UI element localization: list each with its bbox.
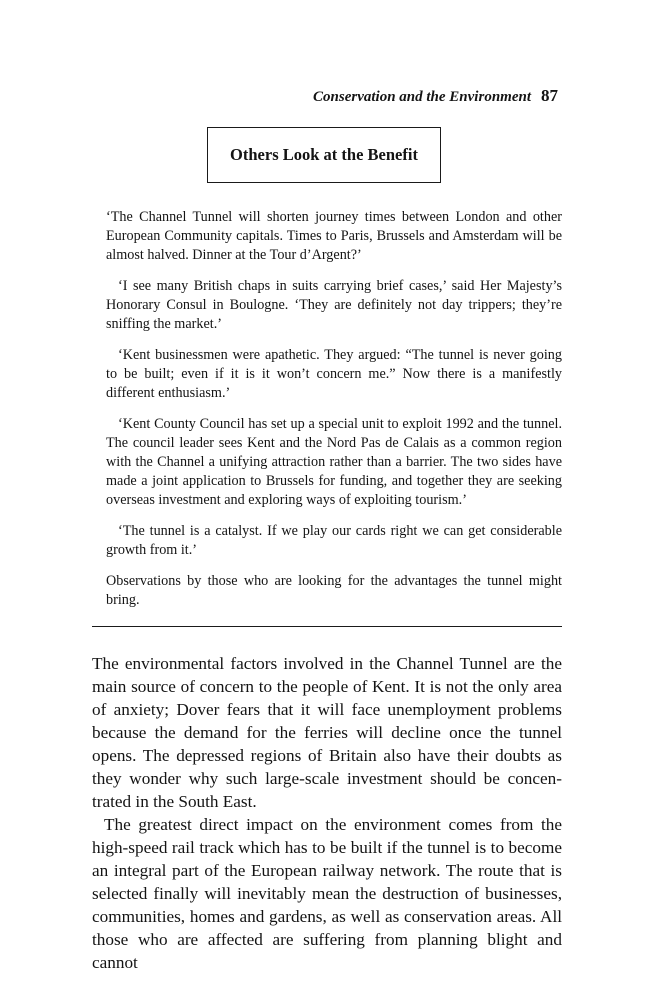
page-number: 87 <box>541 86 558 105</box>
boxed-title: Others Look at the Benefit <box>207 127 441 183</box>
quote-paragraph: ‘I see many British chaps in suits carrying brief cases,’ said Her Majesty’s Honorary Consul in Boulogne. ‘They are definitely not day trippers; they’re sniffing the market.’ <box>106 278 562 332</box>
quote-block <box>106 208 562 622</box>
section-divider <box>92 626 562 627</box>
body-paragraph: The greatest direct impact on the environment comes from the high-speed rail track which has to be built if the tunnel is to become an integral part of the European railway network. The route that is selected finally will inevitably mean the destruction of businesses, communities, homes and gardens, as well as conservation areas. All those who are affected are suffering from planning blight and cannot <box>92 815 562 972</box>
quote-paragraph: ‘Kent businessmen were apathetic. They argued: “The tunnel is never going to be built; even if it is it won’t concern me.” Now there is a manifestly different enthusiasm.’ <box>106 347 562 401</box>
quote-paragraph: ‘The tunnel is a catalyst. If we play our cards right we can get considerable growth from it.’ <box>106 523 562 558</box>
body-text <box>92 652 562 974</box>
quote-attribution: Observations by those who are looking for the advantages the tunnel might bring. <box>106 573 562 608</box>
quote-paragraph: ‘Kent County Council has set up a special unit to exploit 1992 and the tunnel. The council leader sees Kent and the Nord Pas de Calais as a common region with the Channel a unifying attraction rather than a barrier. The two sides have made a joint application to Brussels for funding, and together they are seeking overseas investment and exploring ways of exploiting tourism.’ <box>106 416 562 508</box>
section-title: Conservation and the Environment <box>313 89 531 105</box>
running-header <box>313 86 558 106</box>
quote-paragraph: ‘The Channel Tunnel will shorten journey times between London and other European Community capitals. Times to Paris, Brussels and Amsterdam will be almost halved. Dinner at the Tour d’Argent?’ <box>106 209 562 263</box>
body-paragraph: The environmental factors involved in the Channel Tunnel are the main source of concern to the people of Kent. It is not the only area of anxiety; Dover fears that it will face unemployment problems because the demand for the ferries will decline once the tunnel opens. The depressed regions of Britain also have their doubts as they wonder why such large-scale investment should be concentrated in the South East. <box>92 654 562 811</box>
